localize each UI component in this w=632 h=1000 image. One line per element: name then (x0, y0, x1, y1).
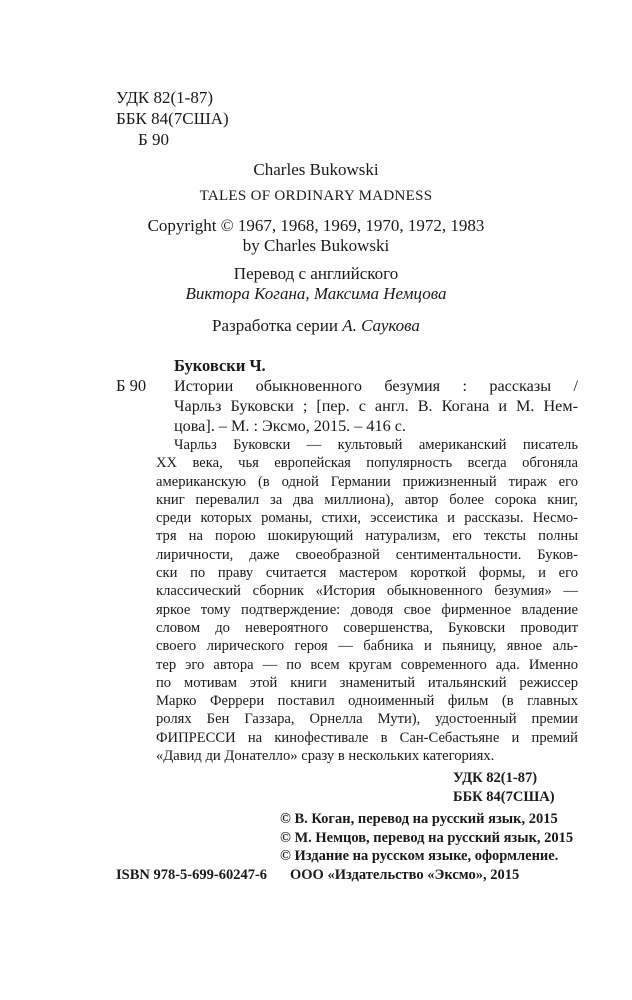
series-label: Разработка серии (212, 316, 338, 335)
annotation-line: тер эго автора — по всем кругам современного ада. Именно (156, 656, 578, 673)
original-author: Charles Bukowski (253, 160, 379, 179)
annotation-line: лиричности, даже своеобразной сентиментальности. Буков- (156, 546, 578, 563)
annotation-line: XX века, чья европейская популярность всегда обгоняла (156, 455, 578, 472)
annotation-line: Марко Феррери поставил одноименный фильм (в главных (156, 693, 578, 710)
bibliographic-line: Истории обыкновенного безумия : рассказы / (174, 377, 578, 395)
bibliographic-mark: Б 90 (116, 376, 147, 395)
isbn: ISBN 978-5-699-60247-6 (116, 867, 268, 883)
annotation-line: словом до невероятного совершенства, Буковски проводит (156, 619, 578, 636)
copyright-line-1: Copyright © 1967, 1968, 1969, 1970, 1972, 1983 (147, 216, 485, 235)
author-mark: Б 90 (138, 130, 170, 149)
end-udk-code: УДК 82(1-87) (453, 770, 538, 786)
annotation-line: Чарльз Буковски — культовый американский писатель (174, 437, 578, 453)
annotation-line: среди которых романы, стихи, эссеистика и рассказы. Несмо- (156, 510, 578, 527)
copyright-line-2: by Charles Bukowski (242, 236, 390, 255)
annotation-line: ролях Бен Газзара, Орнелла Мути), удостоенный премии (156, 711, 578, 728)
bibliographic-record (174, 376, 578, 436)
end-bbk-code: ББК 84(7США) (453, 788, 555, 805)
series-design (0, 316, 632, 336)
bibliographic-heading: Буковски Ч. (174, 356, 266, 375)
annotation-line: американскую (в одной Германии прижизненный тираж его (156, 473, 578, 490)
annotation-line: «Давид ди Донателло» сразу в нескольких категориях. (156, 748, 495, 765)
copyright-translator-2: © М. Немцов, перевод на русский язык, 2015 (280, 829, 574, 846)
classification-codes (116, 87, 229, 150)
annotation-line: тря на порою шокирующий натурализм, его тексты полны (156, 528, 578, 545)
bibliographic-line: цова]. – М. : Эксмо, 2015. – 416 с. (174, 417, 406, 435)
translation-label: Перевод с английского (233, 264, 399, 283)
annotation-line: классический сборник «История обыкновенного безумия» — (156, 583, 578, 600)
original-title: TALES OF ORDINARY MADNESS (199, 188, 433, 204)
bibliographic-line: Чарльз Буковски ; [пер. с англ. В. Когана и М. Нем- (174, 397, 578, 415)
annotation-line: своего лирического героя — бабника и пьяницу, явное аль- (156, 638, 578, 655)
annotation-line: по мотивам этой книги знаменитый итальянский режиссер (156, 674, 578, 691)
udk-code: УДК 82(1-87) (116, 88, 213, 107)
copyright-notices (280, 810, 573, 884)
copyright-edition: © Издание на русском языке, оформление. (280, 848, 559, 865)
series-designer: А. Саукова (342, 316, 420, 335)
annotation-line: ФИПРЕССИ на кинофестивале в Сан-Себастьяне и премий (156, 729, 578, 746)
annotation-line: ски по праву считается мастером короткой формы, и его (156, 565, 578, 582)
copyright-publisher: ООО «Издательство «Эксмо», 2015 (290, 866, 520, 883)
copyright-translator-1: © В. Коган, перевод на русский язык, 2015 (280, 811, 558, 827)
annotation-line: книг перевалил за два миллиона), автор более сорока книг, (156, 491, 578, 508)
annotation-line: яркое тому подтверждение: доводя свое фирменное владение (156, 601, 578, 618)
end-codes (453, 769, 555, 806)
bbk-code: ББК 84(7США) (116, 109, 229, 128)
annotation (156, 436, 578, 765)
translators: Виктора Когана, Максима Немцова (185, 284, 447, 303)
